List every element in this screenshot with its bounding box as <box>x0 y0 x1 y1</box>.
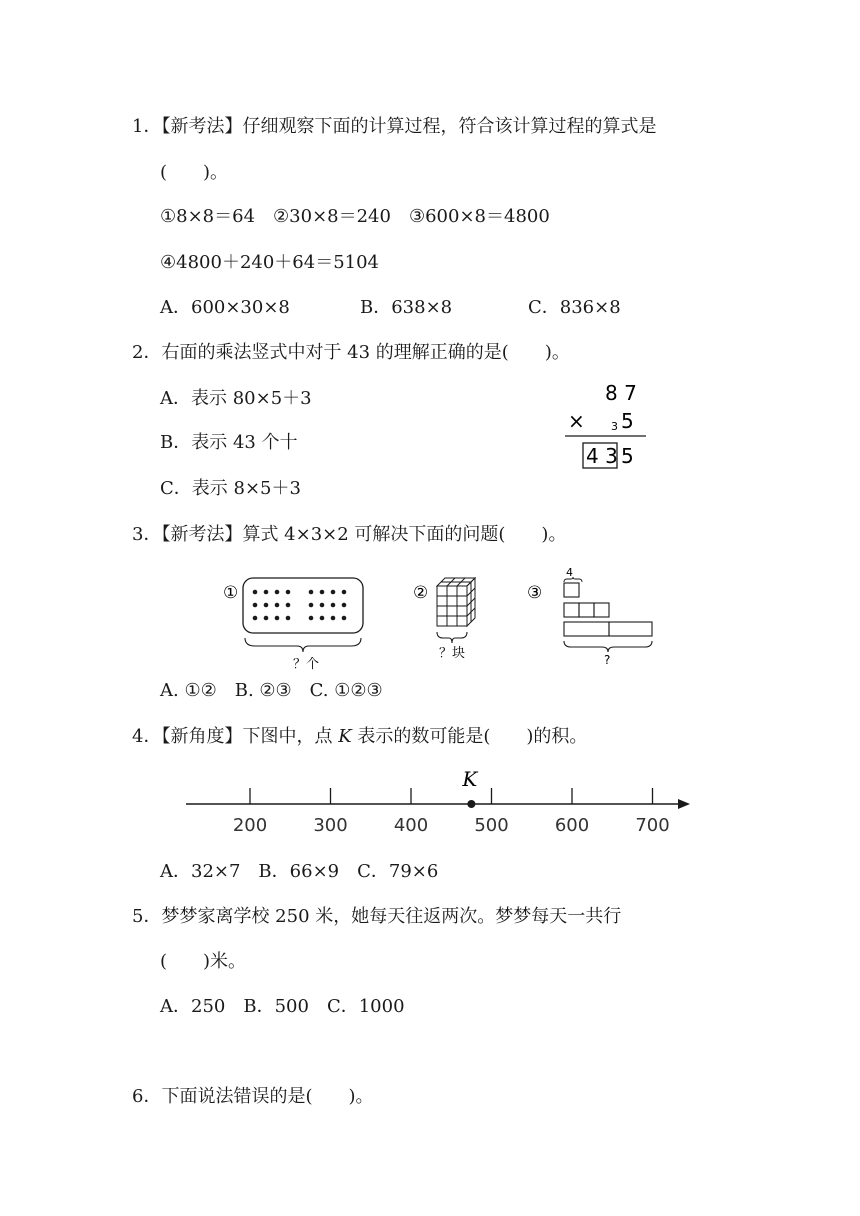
q3-fig3-caption: ? <box>604 653 611 667</box>
q3-fig1-dot <box>342 590 347 595</box>
q3-fig1-dot <box>264 590 269 595</box>
q3-fig1-dot <box>320 590 325 595</box>
q4-axis-arrow <box>678 799 690 809</box>
q2-times-sign: × <box>568 409 585 433</box>
q4-stem-pre: 4．【新角度】下图中，点 <box>132 726 339 747</box>
q3-fig1-brace <box>245 638 361 652</box>
q4-point-k <box>467 800 475 808</box>
q3-fig1-dot <box>320 603 325 608</box>
q2-top-number: 8 7 <box>605 381 637 405</box>
q5-options: A．250 B．500 C．1000 <box>160 996 405 1017</box>
q4-tick-label: 200 <box>232 815 268 836</box>
q4-tick-label: 500 <box>474 815 509 836</box>
q1-option-b: B．638×8 <box>360 297 453 318</box>
q3-fig3-bars <box>564 583 652 636</box>
q3-fig2-brace <box>437 632 467 643</box>
q3-stem: 3．【新考法】算式 4×3×2 可解决下面的问题( )。 <box>132 524 567 545</box>
q4-stem-var: K <box>338 726 352 747</box>
q3-fig1-dots <box>253 590 347 621</box>
q3-fig1-dot <box>275 603 280 608</box>
q3-fig1-caption: ？个 <box>293 657 320 670</box>
q4-tick-label: 300 <box>313 815 348 836</box>
q3-fig1-label: ① <box>223 583 239 603</box>
q2-bottom-digit: 5 <box>621 409 634 433</box>
q4-tick-label: 600 <box>554 815 590 836</box>
q1-stem: 1．【新考法】仔细观察下面的计算过程，符合该计算过程的算式是 <box>132 116 657 137</box>
q4-number-line <box>180 766 700 842</box>
q3-fig3-brace <box>564 641 652 652</box>
q3-fig1-dot <box>342 616 347 621</box>
q3-fig1-dot <box>309 590 314 595</box>
q1-option-c: C．836×8 <box>528 297 621 318</box>
q2-stem: 2．右面的乘法竖式中对于 43 的理解正确的是( )。 <box>132 342 570 363</box>
q4-stem <box>132 726 587 748</box>
q4-options: A．32×7 B．66×9 C．79×6 <box>160 861 439 882</box>
q3-fig2-caption: ？块 <box>439 646 466 661</box>
q2-option-c: C．表示 8×5＋3 <box>160 478 301 499</box>
q2-result-boxed: 4 3 <box>586 444 618 468</box>
q3-fig3-top-label: 4 <box>566 566 573 579</box>
q1-steps-line2: ④4800＋240＋64＝5104 <box>160 252 380 273</box>
q4-tick-label: 400 <box>393 815 429 836</box>
q5-blank: ( )米。 <box>160 951 247 972</box>
q2-result-last: 5 <box>621 444 634 468</box>
q3-fig1-dot <box>264 616 269 621</box>
q3-fig1-dot <box>309 603 314 608</box>
q3-fig2-label: ② <box>413 583 429 603</box>
q1-steps-line1: ①8×8＝64 ②30×8＝240 ③600×8＝4800 <box>160 206 550 227</box>
q4-ticks <box>233 788 670 836</box>
q3-fig1-dot <box>331 590 336 595</box>
q3-fig1-dot <box>253 603 258 608</box>
q2-carry: 3 <box>611 420 618 433</box>
q1-option-a: A．600×30×8 <box>160 297 290 318</box>
q3-fig1-dot <box>286 590 291 595</box>
q6-stem: 6．下面说法错误的是( )。 <box>132 1086 374 1107</box>
q2-option-b: B．表示 43 个十 <box>160 432 298 453</box>
q3-fig1-dot <box>286 603 291 608</box>
q3-fig1-dot <box>320 616 325 621</box>
q4-point-k-label: K <box>462 767 478 791</box>
q3-figures <box>215 560 665 670</box>
q4-stem-post: 表示的数可能是( )的积。 <box>351 726 588 747</box>
q4-tick-label: 700 <box>635 815 670 836</box>
q3-fig1-dot <box>342 603 347 608</box>
q3-fig1-dot <box>275 590 280 595</box>
q5-stem: 5．梦梦家离学校 250 米，她每天往返两次。梦梦每天一共行 <box>132 906 622 927</box>
q2-vertical-multiplication <box>560 376 660 476</box>
q1-blank: ( )。 <box>160 162 229 183</box>
q3-fig1-dot <box>309 616 314 621</box>
q3-fig3-label: ③ <box>527 583 543 603</box>
q3-fig1-dot <box>275 616 280 621</box>
q3-fig1-dot <box>331 603 336 608</box>
q3-fig1-dot <box>331 616 336 621</box>
q3-fig1-dot <box>253 616 258 621</box>
q3-fig2-cubes <box>437 578 475 626</box>
q3-fig1-dot <box>253 590 258 595</box>
q3-fig1-dot <box>264 603 269 608</box>
q3-options: A. ①② B. ②③ C. ①②③ <box>160 680 383 701</box>
q3-fig1-dot <box>286 616 291 621</box>
q2-option-a: A．表示 80×5＋3 <box>160 388 312 409</box>
